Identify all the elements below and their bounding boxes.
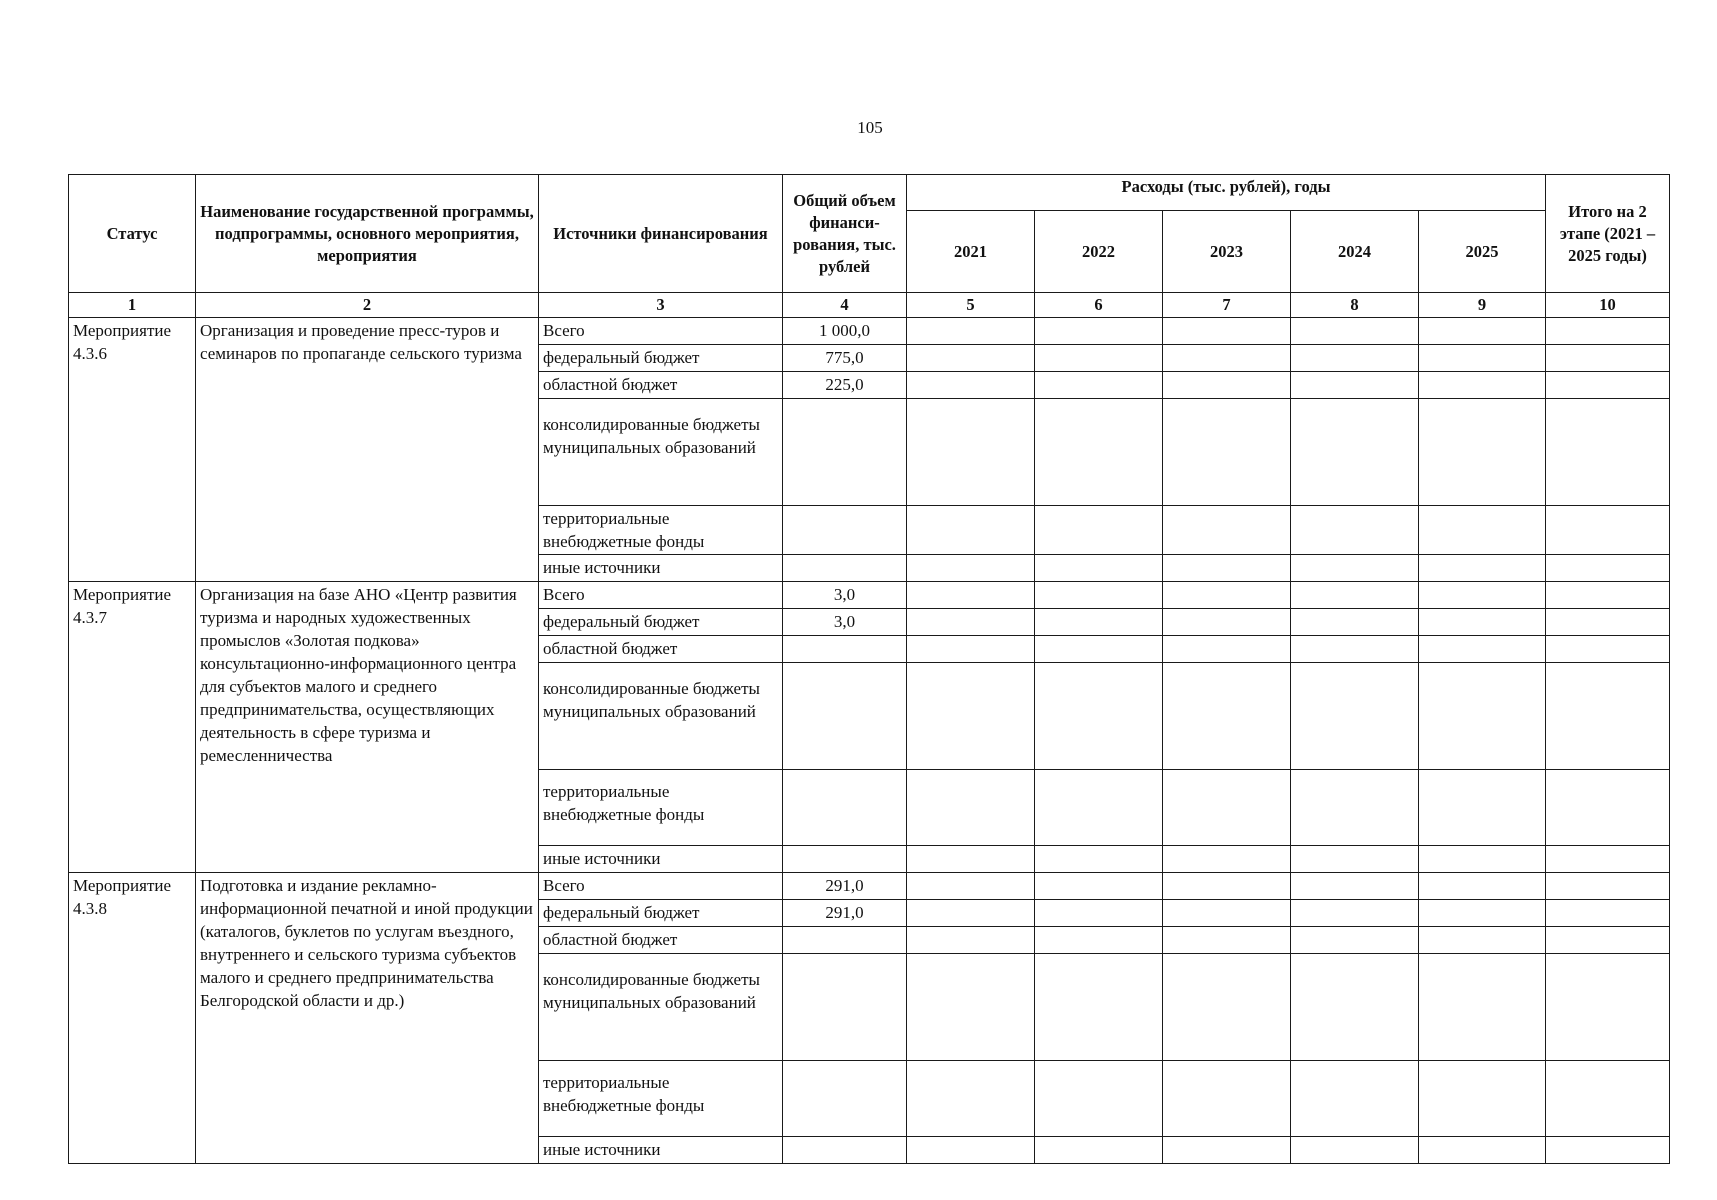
total-cell: [783, 555, 907, 582]
source-cell: иные источники: [539, 555, 783, 582]
total-cell: 775,0: [783, 345, 907, 372]
total-cell: 3,0: [783, 582, 907, 609]
event-status: Мероприятие 4.3.7: [69, 582, 196, 873]
total-cell: [783, 1061, 907, 1137]
header-sources: Источники финансирования: [539, 175, 783, 293]
column-number: 2: [196, 293, 539, 318]
total-cell: 291,0: [783, 900, 907, 927]
total-cell: [783, 663, 907, 770]
source-cell: иные источники: [539, 846, 783, 873]
header-year: 2024: [1291, 211, 1419, 293]
page-number: 105: [857, 118, 883, 137]
total-cell: [783, 927, 907, 954]
source-cell: областной бюджет: [539, 927, 783, 954]
column-number: 3: [539, 293, 783, 318]
header-itogo: Итого на 2 этапе (2021 – 2025 годы): [1546, 175, 1670, 293]
source-cell: Всего: [539, 318, 783, 345]
header-year: 2023: [1163, 211, 1291, 293]
table-row: [69, 582, 1670, 609]
source-cell: федеральный бюджет: [539, 345, 783, 372]
header-year: 2021: [907, 211, 1035, 293]
column-number: 8: [1291, 293, 1419, 318]
header-expenses: Расходы (тыс. рублей), годы: [907, 175, 1546, 211]
source-cell: консолидированные бюджеты муниципальных образований: [539, 399, 783, 506]
total-cell: [783, 954, 907, 1061]
source-cell: консолидированные бюджеты муниципальных образований: [539, 663, 783, 770]
source-cell: территориальные внебюджетные фонды: [539, 506, 783, 555]
header-total: Общий объем финанси-рования, тыс. рублей: [783, 175, 907, 293]
event-name: Организация на базе АНО «Центр развития туризма и народных художественных промыслов «Золотая подкова» консультационно-информационного центра для субъектов малого и среднего предпринимательства, осуществляющих деятельность в сфере туризма и ремесленничества: [196, 582, 539, 873]
header-year: 2025: [1419, 211, 1546, 293]
total-cell: 225,0: [783, 372, 907, 399]
total-cell: 3,0: [783, 609, 907, 636]
header-status: Статус: [69, 175, 196, 293]
table-row: [69, 873, 1670, 900]
event-status: Мероприятие 4.3.8: [69, 873, 196, 1164]
column-number: 5: [907, 293, 1035, 318]
header-name: Наименование государственной программы, подпрограммы, основного мероприятия, мероприятия: [196, 175, 539, 293]
source-cell: территориальные внебюджетные фонды: [539, 1061, 783, 1137]
source-cell: Всего: [539, 873, 783, 900]
table-row: [69, 318, 1670, 345]
column-number: 10: [1546, 293, 1670, 318]
total-cell: [783, 846, 907, 873]
source-cell: федеральный бюджет: [539, 609, 783, 636]
total-cell: 291,0: [783, 873, 907, 900]
event-name: Организация и проведение пресс-туров и семинаров по пропаганде сельского туризма: [196, 318, 539, 582]
column-number: 4: [783, 293, 907, 318]
total-cell: [783, 399, 907, 506]
source-cell: Всего: [539, 582, 783, 609]
event-status: Мероприятие 4.3.6: [69, 318, 196, 582]
total-cell: [783, 506, 907, 555]
source-cell: областной бюджет: [539, 636, 783, 663]
column-number: 6: [1035, 293, 1163, 318]
header-year: 2022: [1035, 211, 1163, 293]
source-cell: консолидированные бюджеты муниципальных образований: [539, 954, 783, 1061]
budget-table: [68, 174, 1670, 1164]
event-name: Подготовка и издание рекламно-информационной печатной и иной продукции (каталогов, буклетов по услугам въездного, внутреннего и сельского туризма субъектов малого и среднего предпринимательства Белгородской области и др.): [196, 873, 539, 1164]
source-cell: территориальные внебюджетные фонды: [539, 770, 783, 846]
total-cell: [783, 770, 907, 846]
column-number: 7: [1163, 293, 1291, 318]
source-cell: иные источники: [539, 1137, 783, 1164]
total-cell: [783, 1137, 907, 1164]
total-cell: [783, 636, 907, 663]
total-cell: 1 000,0: [783, 318, 907, 345]
source-cell: федеральный бюджет: [539, 900, 783, 927]
column-number: 9: [1419, 293, 1546, 318]
column-number: 1: [69, 293, 196, 318]
source-cell: областной бюджет: [539, 372, 783, 399]
